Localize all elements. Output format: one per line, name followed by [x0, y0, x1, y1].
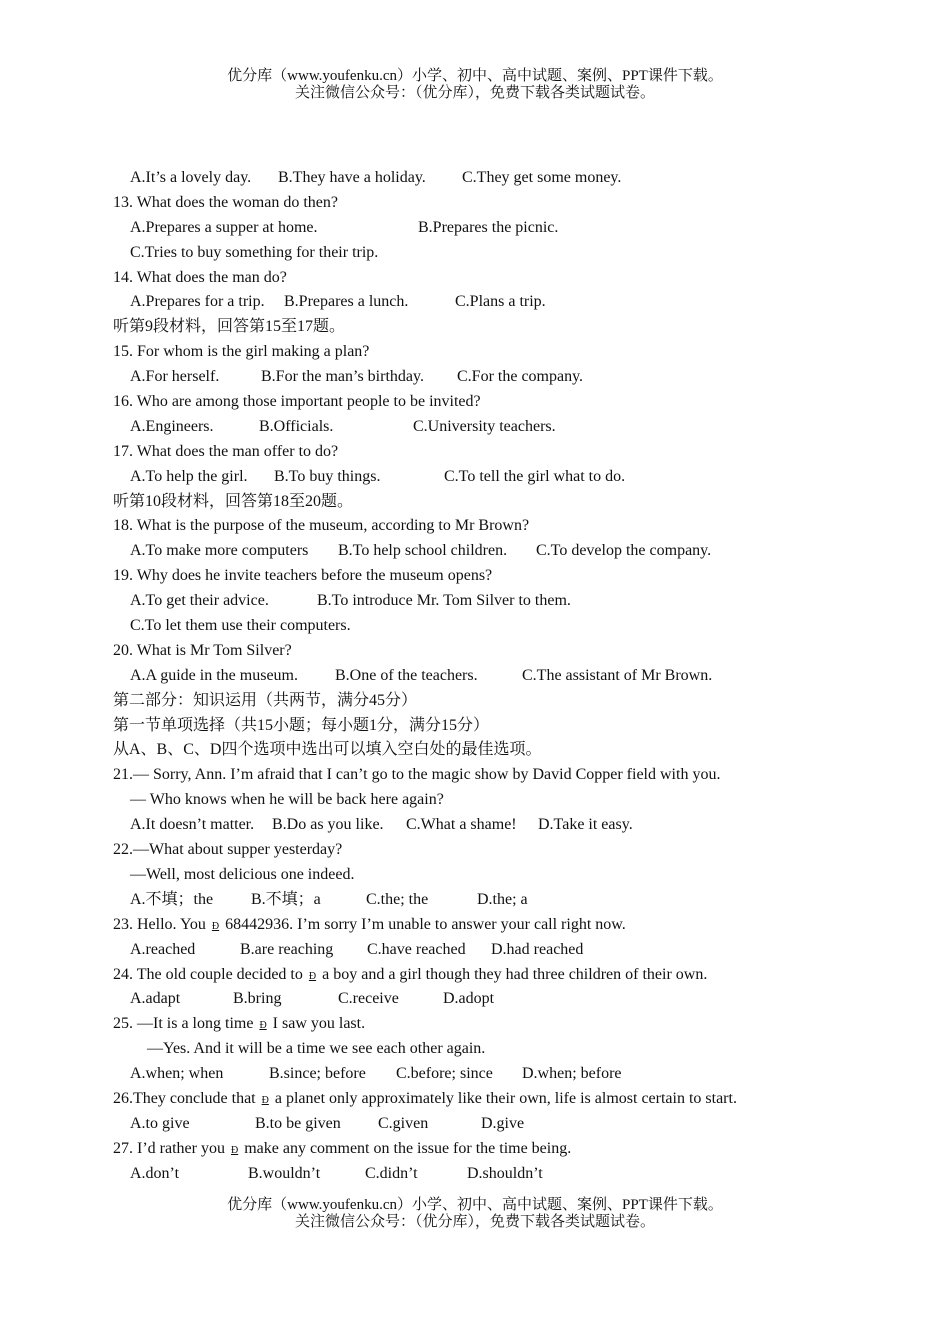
q23-options — [113, 938, 913, 963]
page-header — [0, 68, 950, 102]
stem-text: 26.They conclude that — [113, 1089, 256, 1107]
option-a: A.It’s a lovely day. — [130, 169, 252, 186]
q27-options — [113, 1162, 913, 1187]
q21-stem: 21.— Sorry, Ann. I’m afraid that I can’t go to the magic show by David Copper field with you. — [113, 766, 721, 784]
option-b: B.to be given — [255, 1114, 341, 1132]
option-a: A.不填；the — [130, 890, 214, 908]
option-c: C.They get some money. — [462, 169, 622, 186]
q22-stem: 22.—What about supper yesterday? — [113, 841, 343, 859]
option-a: A.Prepares a supper at home. — [130, 218, 318, 236]
q18-stem: 18. What is the purpose of the museum, according to Mr Brown? — [113, 517, 530, 535]
option-a: A.reached — [130, 940, 196, 958]
q20-options — [113, 664, 913, 689]
option-a: A.To help the girl. — [130, 467, 248, 485]
stem-text: I saw you last. — [272, 1015, 366, 1033]
option-b: B.They have a holiday. — [278, 169, 426, 186]
q19-stem: 19. Why does he invite teachers before the museum opens? — [113, 567, 493, 585]
answer-blank: Ð — [211, 920, 220, 932]
q22-stem-2: —Well, most delicious one indeed. — [130, 865, 355, 883]
option-b: B.since; before — [269, 1065, 366, 1083]
q24-options — [113, 987, 913, 1012]
answer-blank: Ð — [261, 1094, 269, 1106]
q16-options — [113, 415, 913, 440]
q25-options — [113, 1062, 913, 1087]
q13-options — [113, 216, 913, 241]
q19-options — [113, 589, 913, 614]
q21-options — [113, 813, 913, 838]
answer-blank: Ð — [259, 1020, 267, 1032]
q16-stem: 16. Who are among those important people to be invited? — [113, 393, 481, 411]
option-c: C.What a shame! — [406, 816, 517, 834]
option-b: B.One of the teachers. — [335, 666, 478, 684]
page-footer — [0, 1197, 950, 1231]
option-b: B.Do as you like. — [272, 816, 384, 834]
q26-stem — [113, 1087, 913, 1112]
q18-options — [113, 539, 913, 564]
section-10-instruction: 听第10段材料，回答第18至20题。 — [113, 492, 354, 510]
q15-options — [113, 365, 913, 390]
part-2-heading: 第二部分：知识运用（共两节，满分45分） — [113, 691, 418, 709]
option-c: C.University teachers. — [413, 417, 556, 435]
footer-line-1: 优分库（www.youfenku.cn）小学、初中、高中试题、案例、PPT课件下载。 — [227, 1197, 723, 1213]
option-a: A.For herself. — [130, 368, 220, 386]
option-c: C.before; since — [396, 1065, 493, 1083]
option-b: B.To help school children. — [338, 542, 508, 560]
q26-options — [113, 1112, 913, 1137]
q25-stem-2: —Yes. And it will be a time we see each other again. — [147, 1040, 486, 1058]
q21-stem-2: — Who knows when he will be back here again? — [130, 791, 444, 809]
option-c: C.given — [378, 1114, 429, 1132]
q15-stem: 15. For whom is the girl making a plan? — [113, 343, 370, 361]
q17-stem: 17. What does the man offer to do? — [113, 442, 339, 460]
answer-blank: Ð — [230, 1144, 239, 1156]
stem-text: a boy and a girl though they had three children of their own. — [322, 965, 708, 983]
option-a: A.Engineers. — [130, 417, 214, 435]
q14-stem: 14. What does the man do? — [113, 268, 287, 286]
option-a: A.when; when — [130, 1065, 224, 1083]
option-d: D.give — [481, 1114, 525, 1132]
option-a: A.to give — [130, 1114, 190, 1132]
option-b: B.Officials. — [259, 417, 334, 435]
part-2-section-1-heading: 第一节单项选择（共15小题；每小题1分，满分15分） — [113, 716, 490, 734]
option-d: D.when; before — [522, 1065, 622, 1083]
q24-stem — [113, 963, 913, 988]
option-c: C.receive — [338, 990, 399, 1008]
option-c: C.To develop the company. — [536, 542, 712, 560]
option-b: B.Prepares a lunch. — [284, 293, 409, 311]
option-a: A.adapt — [130, 990, 181, 1008]
option-b: B.bring — [233, 990, 282, 1008]
q13-option-c: C.Tries to buy something for their trip. — [130, 243, 379, 261]
q19-option-c: C.To let them use their computers. — [130, 617, 351, 635]
q17-options — [113, 465, 913, 490]
stem-text: 24. The old couple decided to — [113, 965, 303, 983]
option-a: A.To get their advice. — [130, 592, 269, 610]
option-b: B.wouldn’t — [248, 1164, 321, 1182]
answer-blank: Ð — [308, 970, 317, 982]
option-b: B.To buy things. — [274, 467, 381, 485]
footer-line-2: 关注微信公众号：（优分库），免费下载各类试题试卷。 — [294, 1214, 655, 1230]
option-a: A.Prepares for a trip. — [130, 293, 265, 311]
exam-content — [113, 166, 913, 1187]
stem-text: 27. I’d rather you — [113, 1139, 225, 1157]
option-b: B.are reaching — [240, 940, 334, 958]
q22-options — [113, 888, 913, 913]
option-c: C.the; the — [366, 890, 429, 908]
header-line-2: 关注微信公众号：（优分库），免费下载各类试题试卷。 — [294, 85, 655, 101]
option-a: A.To make more computers — [130, 542, 309, 560]
option-c: C.have reached — [367, 940, 466, 958]
option-b: B.For the man’s birthday. — [261, 368, 424, 386]
option-c: C.didn’t — [365, 1164, 418, 1182]
option-c: C.Plans a trip. — [455, 293, 546, 311]
option-c: C.The assistant of Mr Brown. — [522, 666, 713, 684]
stem-text: make any comment on the issue for the time being. — [244, 1139, 572, 1157]
option-c: C.For the company. — [457, 368, 584, 386]
section-9-instruction: 听第9段材料，回答第15至17题。 — [113, 318, 346, 336]
q20-stem: 20. What is Mr Tom Silver? — [113, 641, 292, 659]
option-a: A.A guide in the museum. — [130, 666, 298, 684]
option-a: A.don’t — [130, 1164, 180, 1182]
stem-text: 23. Hello. You — [113, 915, 206, 933]
q12-options — [113, 166, 913, 191]
option-a: A.It doesn’t matter. — [130, 816, 255, 834]
option-c: C.To tell the girl what to do. — [444, 467, 626, 485]
part-2-instruction: 从A、B、C、D四个选项中选出可以填入空白处的最佳选项。 — [113, 741, 542, 759]
q27-stem — [113, 1137, 913, 1162]
option-d: D.adopt — [443, 990, 495, 1008]
q13-stem: 13. What does the woman do then? — [113, 193, 338, 211]
header-line-1: 优分库（www.youfenku.cn）小学、初中、高中试题、案例、PPT课件下载。 — [227, 68, 723, 84]
option-d: D.shouldn’t — [467, 1164, 543, 1182]
q14-options — [113, 290, 913, 315]
q23-stem — [113, 913, 913, 938]
stem-text: 25. —It is a long time — [113, 1015, 254, 1033]
option-d: D.Take it easy. — [538, 816, 633, 834]
q25-stem — [113, 1012, 913, 1037]
option-d: D.had reached — [491, 940, 584, 958]
option-b: B.Prepares the picnic. — [418, 218, 559, 236]
option-d: D.the; a — [477, 890, 528, 908]
stem-text: 68442936. I’m sorry I’m unable to answer your call right now. — [225, 915, 626, 933]
option-b: B.不填；a — [251, 890, 321, 908]
stem-text: a planet only approximately like their own, life is almost certain to start. — [274, 1089, 737, 1107]
option-b: B.To introduce Mr. Tom Silver to them. — [317, 592, 571, 610]
